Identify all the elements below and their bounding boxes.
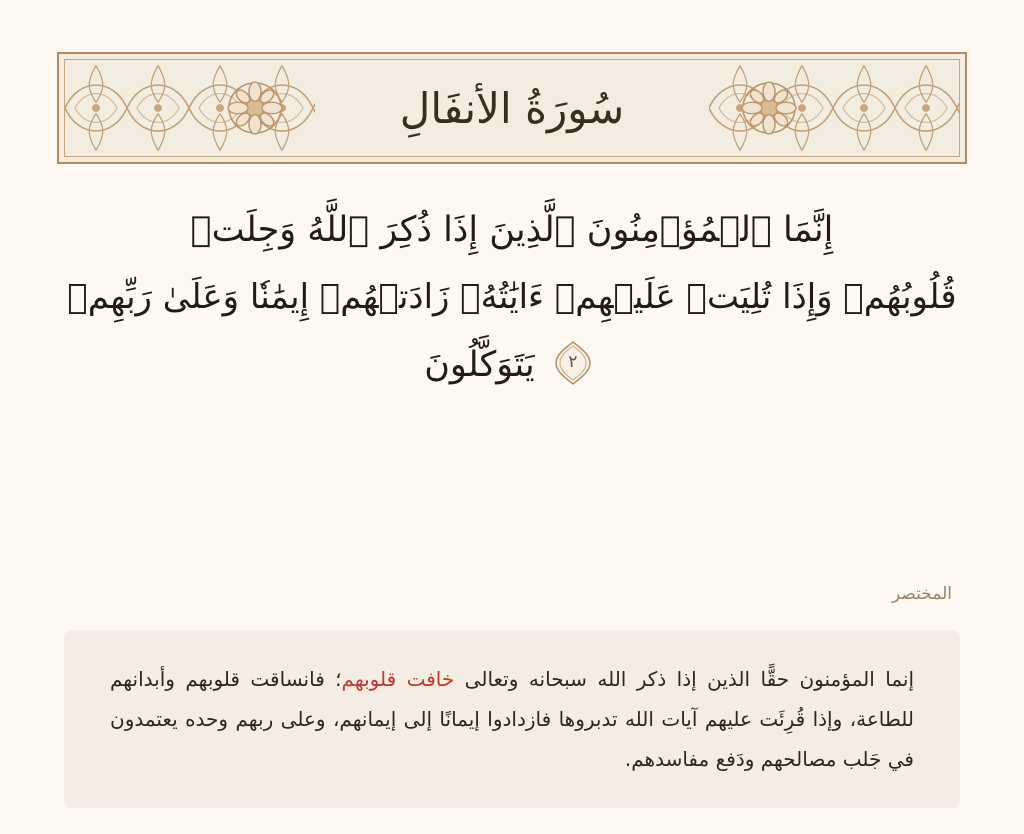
tafsir-panel <box>64 630 960 808</box>
quran-verse-block <box>60 196 964 399</box>
verse-line-3-wrapper <box>60 331 964 399</box>
verse-line-1: إِنَّمَا ٱلۡمُؤۡمِنُونَ ٱلَّذِينَ إِذَا ذُكِرَ ٱللَّهُ وَجِلَتۡ <box>190 210 834 250</box>
ayah-number-marker-icon <box>552 340 594 386</box>
ornament-left-icon <box>65 60 315 156</box>
surah-title: سُورَةُ الأنفَالِ <box>384 84 640 133</box>
tafsir-text <box>110 659 914 779</box>
surah-header-frame <box>57 52 967 164</box>
tafsir-source-label: المختصر <box>892 584 952 604</box>
verse-line-2: قُلُوبُهُمۡ وَإِذَا تُلِيَتۡ عَلَيۡهِمۡ ءَايَٰتُهُۥ زَادَتۡهُمۡ إِيمَٰنٗا وَعَلَىٰ رَبِّهِمۡ <box>67 277 957 318</box>
ayah-number: ٢ <box>568 351 578 372</box>
surah-header-banner <box>57 52 967 164</box>
ornament-right-icon <box>709 60 959 156</box>
tafsir-segment-3: ؛ فانساقت قلوبهم وأبدانهم للطاعة، وإذا قُرِئَت عليهم آيات الله تدبروها فازدادوا إيمانًا إلى إيمانهم، وعلى ربهم وحده يعتمدون في جَلب مصالحهم ودَفع مفاسدهم. <box>110 667 914 771</box>
tafsir-segment-highlight: خافت قلوبهم <box>341 667 455 691</box>
tafsir-segment-1: إنما المؤمنون حقًّا الذين إذا ذكر الله سبحانه وتعالى <box>454 667 915 691</box>
verse-line-3: يَتَوَكَّلُونَ <box>424 344 535 385</box>
